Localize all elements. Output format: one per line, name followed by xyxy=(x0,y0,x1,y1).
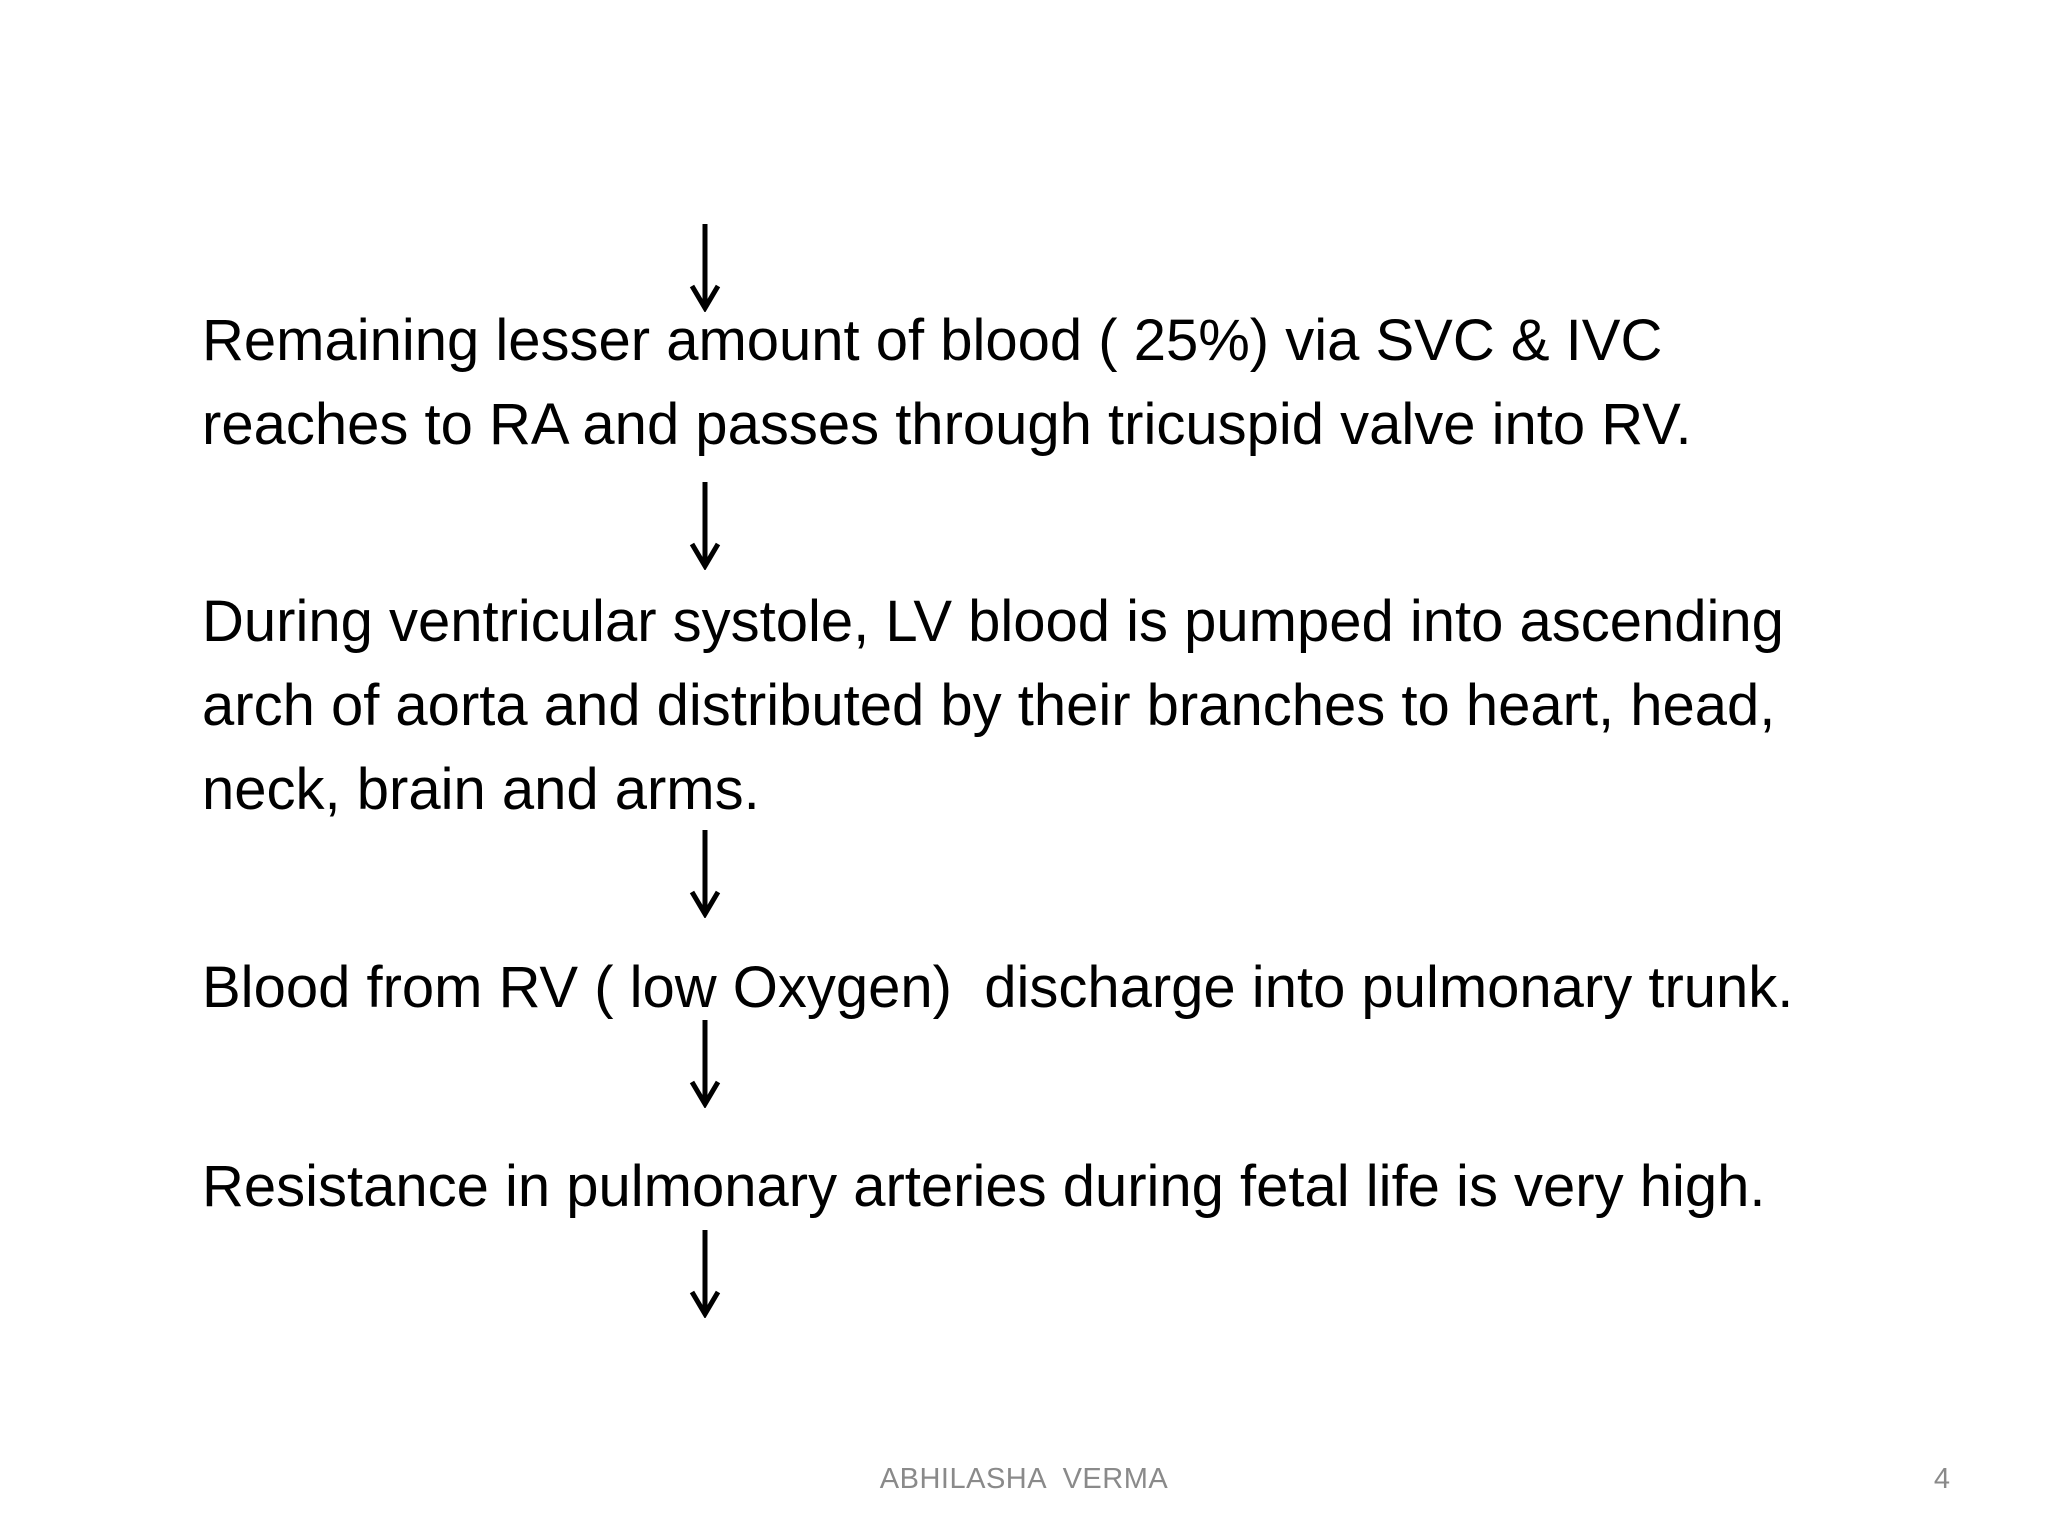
paragraph-2-line-3: neck, brain and arms. xyxy=(202,757,760,822)
paragraph-2-line-2: arch of aorta and distributed by their branches to heart, head, xyxy=(202,673,1776,738)
paragraph-1 xyxy=(202,299,1962,467)
paragraph-4 xyxy=(202,1145,1962,1229)
down-arrow-icon xyxy=(687,480,723,570)
down-arrow-icon xyxy=(687,1228,723,1318)
paragraph-1-line-2: reaches to RA and passes through tricuspid valve into RV. xyxy=(202,392,1692,457)
paragraph-1-line-1: Remaining lesser amount of blood ( 25%) via SVC & IVC xyxy=(202,308,1663,373)
page-number: 4 xyxy=(1933,1463,1950,1495)
paragraph-4-line-1: Resistance in pulmonary arteries during fetal life is very high. xyxy=(202,1154,1766,1219)
down-arrow-icon xyxy=(687,828,723,918)
paragraph-3 xyxy=(202,946,1962,1030)
paragraph-2-line-1: During ventricular systole, LV blood is pumped into ascending xyxy=(202,589,1784,654)
footer-author: ABHILASHA VERMA xyxy=(879,1463,1169,1495)
down-arrow-icon xyxy=(687,1018,723,1108)
paragraph-2 xyxy=(202,580,1962,832)
paragraph-3-line-1: Blood from RV ( low Oxygen) discharge into pulmonary trunk. xyxy=(202,955,1794,1020)
